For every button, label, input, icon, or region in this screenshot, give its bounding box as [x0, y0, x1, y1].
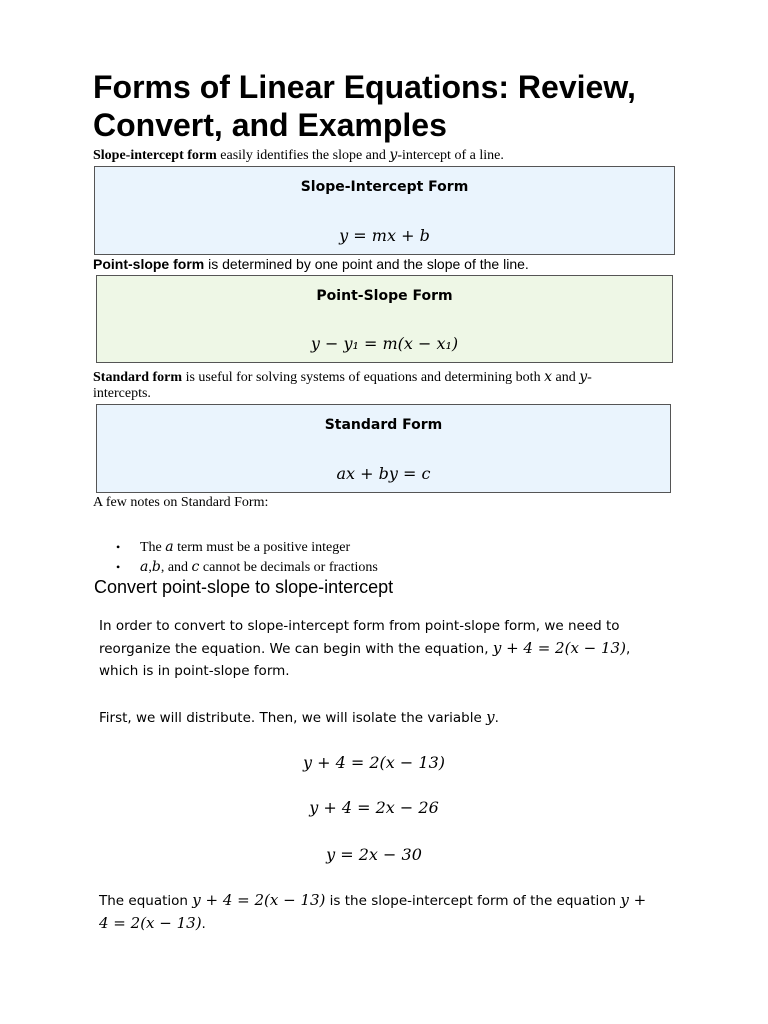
paragraph-text: reorganize the equation. We can begin with the equation, [99, 641, 493, 657]
math-var: y [579, 369, 588, 385]
notes-list [112, 538, 378, 578]
step-equation-2: y + 4 = 2x − 26 [309, 798, 439, 817]
point-slope-lead: Point-slope form [93, 256, 205, 272]
paragraph-text: , [625, 641, 631, 657]
paragraph-line [99, 889, 659, 912]
math-var: a [140, 559, 149, 575]
convert-paragraph-3 [99, 889, 659, 935]
math-var: y [486, 708, 495, 726]
list-item [112, 558, 378, 578]
paragraph-text: The equation [99, 893, 193, 909]
inline-equation: y + 4 = 2(x − 13) [492, 639, 626, 657]
math-var: c [191, 559, 200, 575]
list-text: , and [160, 560, 192, 575]
paragraph-text: is the slope-intercept form of the equation [325, 893, 621, 909]
step-equation-3: y = 2x − 30 [326, 845, 422, 864]
standard-form-box [96, 404, 671, 493]
inline-equation: y + 4 = 2(x − 13) [192, 891, 326, 909]
notes-heading: A few notes on Standard Form: [93, 495, 269, 510]
paragraph-line: which is in point-slope form. [99, 663, 290, 679]
math-var: x [544, 369, 552, 385]
point-slope-box [96, 275, 673, 363]
convert-paragraph-2 [99, 706, 499, 729]
paragraph-line [99, 637, 659, 660]
math-var: b [151, 559, 161, 575]
paragraph-text: . [494, 710, 499, 726]
page-title: Forms of Linear Equations: Review, Convert, and Examples [93, 69, 636, 143]
math-var: y [389, 147, 398, 163]
math-var: a [165, 539, 174, 555]
intro-text: is determined by one point and the slope of the line. [204, 256, 529, 272]
list-text: cannot be decimals or fractions [199, 560, 378, 575]
paragraph-text: First, we will distribute. Then, we will isolate the variable [99, 710, 487, 726]
step-equation-1: y + 4 = 2(x − 13) [303, 753, 445, 772]
paragraph-line [99, 912, 659, 935]
list-text: , [148, 560, 152, 575]
standard-form-intro [93, 369, 663, 402]
intro-text: -intercept of a line. [397, 148, 504, 163]
paragraph-line: In order to convert to slope-intercept form from point-slope form, we need to [99, 618, 620, 634]
box-title: Point-Slope Form [316, 288, 453, 304]
list-text: term must be a positive integer [173, 540, 351, 555]
intro-text: - [587, 370, 592, 385]
list-item [112, 538, 378, 558]
point-slope-intro [93, 256, 529, 272]
convert-paragraph-1 [99, 615, 659, 682]
intro-text: and [551, 370, 580, 385]
intro-text: is useful for solving systems of equations and determining both [182, 370, 545, 385]
slope-intercept-intro [93, 147, 504, 164]
standard-form-lead: Standard form [93, 370, 183, 385]
intro-text: easily identifies the slope and [216, 148, 390, 163]
slope-intercept-lead: Slope-intercept form [93, 148, 217, 163]
standard-form-formula: ax + by = c [336, 464, 431, 483]
inline-equation: y + [620, 891, 647, 909]
box-title: Slope-Intercept Form [300, 179, 469, 195]
list-text: The [140, 540, 166, 555]
point-slope-formula: y − y₁ = m(x − x₁) [310, 334, 459, 353]
box-title: Standard Form [324, 417, 443, 433]
paragraph-text: . [201, 916, 206, 932]
slope-intercept-box [94, 166, 675, 255]
slope-intercept-formula: y = mx + b [339, 226, 430, 245]
inline-equation: 4 = 2(x − 13) [99, 914, 202, 932]
section-heading: Convert point-slope to slope-intercept [94, 577, 394, 597]
intro-text: intercepts. [93, 386, 151, 401]
